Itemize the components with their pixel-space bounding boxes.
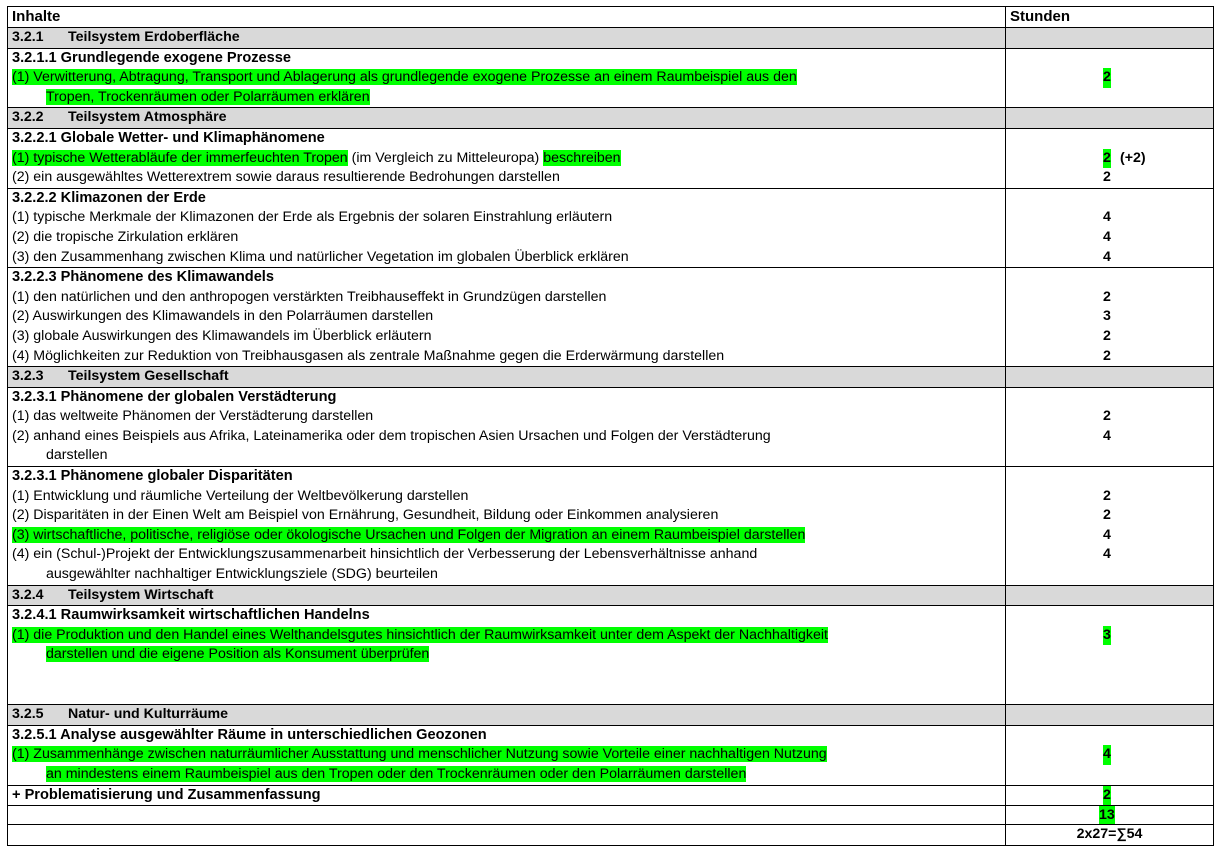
hours-sum: 2x27=∑54	[1006, 825, 1214, 846]
curriculum-table	[7, 6, 1214, 846]
summary-label: + Problematisierung und Zusammenfassung	[12, 786, 321, 803]
content-line-continued: ausgewählter nachhaltiger Entwicklungsziele (SDG) beurteilen	[46, 566, 438, 583]
hours-value: 2	[1103, 347, 1111, 364]
subsection-row	[8, 725, 1214, 785]
hours-value: 3	[1103, 308, 1111, 325]
hours-value: 4	[1103, 228, 1111, 245]
content-line: (4) Möglichkeiten zur Reduktion von Treibhausgasen als zentrale Maßnahme gegen die Erderwärmung darstellen	[12, 347, 725, 364]
hours-value: 2	[1103, 786, 1111, 806]
header-stunden: Stunden	[1006, 7, 1214, 28]
content-line-continued: Tropen, Trockenräumen oder Polarräumen erklären	[46, 88, 370, 105]
content-line: (1) typische Wetterabläufe der immerfeuchten Tropen	[12, 149, 348, 166]
content-line: (1) Verwitterung, Abtragung, Transport und Ablagerung als grundlegende exogene Prozesse an einem Raumbeispiel aus den	[12, 69, 797, 86]
header-inhalte: Inhalte	[8, 7, 1006, 28]
hours-value: 4	[1103, 209, 1111, 226]
section-row	[8, 367, 1214, 388]
header-row	[8, 7, 1214, 28]
content-line: (2) Auswirkungen des Klimawandels in den Polarräumen darstellen	[12, 308, 434, 325]
hours-value: 2	[1103, 169, 1111, 186]
hours-value: 3	[1103, 626, 1111, 646]
subsection-row	[8, 128, 1214, 188]
subsection-row	[8, 268, 1214, 367]
section-title: Natur- und Kulturräume	[68, 706, 229, 723]
subsection-title: 3.2.3.1 Phänomene der globalen Verstädterung	[12, 388, 337, 405]
content-line-continued: an mindestens einem Raumbeispiel aus den Tropen oder den Trockenräumen oder den Polarräumen darstellen	[46, 766, 747, 782]
subsection-title: 3.2.3.1 Phänomene globaler Disparitäten	[12, 468, 293, 485]
hours-value: 2	[1103, 507, 1111, 524]
hours-total: 13	[1099, 807, 1115, 824]
content-line: (2) ein ausgewähltes Wetterextrem sowie daraus resultierende Bedrohungen darstellen	[12, 169, 560, 186]
hours-value: 2	[1103, 288, 1111, 305]
content-line: (1) Zusammenhänge zwischen naturräumlicher Ausstattung und menschlicher Nutzung sowie Vorteile einer nachhaltigen Nutzung	[12, 746, 827, 763]
hours-value: 2	[1103, 68, 1111, 88]
content-line: (2) anhand eines Beispiels aus Afrika, Lateinamerika oder dem tropischen Asien Ursachen und Folgen der Verstädterung	[12, 427, 771, 444]
content-line: (1) typische Merkmale der Klimazonen der Erde als Ergebnis der solaren Einstrahlung erläutern	[12, 209, 613, 226]
hours-value: 4	[1103, 427, 1111, 444]
subsection-row	[8, 48, 1214, 108]
content-line: (3) globale Auswirkungen des Klimawandels im Überblick erläutern	[12, 327, 432, 344]
sum-row	[8, 825, 1214, 846]
hours-value: 4	[1103, 526, 1111, 543]
section-title: Teilsystem Wirtschaft	[68, 586, 214, 603]
section-title: Teilsystem Erdoberfläche	[68, 29, 240, 45]
section-title: Teilsystem Gesellschaft	[68, 368, 229, 385]
hours-value: 2	[1103, 149, 1111, 169]
content-line-continued: darstellen und die eigene Position als Konsument überprüfen	[46, 646, 430, 663]
content-line-part: beschreiben	[543, 149, 621, 166]
subsection-row	[8, 387, 1214, 466]
subsection-title: 3.2.1.1 Grundlegende exogene Prozesse	[12, 49, 292, 66]
section-row	[8, 585, 1214, 606]
hours-value: 4	[1103, 745, 1111, 765]
content-line: (1) den natürlichen und den anthropogen verstärkten Treibhauseffekt in Grundzügen darstellen	[12, 288, 607, 305]
hours-value: 4	[1103, 546, 1111, 563]
subsection-title: 3.2.2.1 Globale Wetter- und Klimaphänomene	[12, 129, 325, 146]
subsection-title: 3.2.4.1 Raumwirksamkeit wirtschaftlichen Handelns	[12, 607, 370, 624]
section-number: 3.2.2	[12, 109, 44, 126]
content-line: (2) Disparitäten in der Einen Welt am Beispiel von Ernährung, Gesundheit, Bildung oder Einkommen analysieren	[12, 507, 719, 524]
content-line: (3) den Zusammenhang zwischen Klima und natürlicher Vegetation im globalen Überblick erklären	[12, 248, 629, 265]
subsection-title: 3.2.2.2 Klimazonen der Erde	[12, 189, 206, 206]
content-line: (1) Entwicklung und räumliche Verteilung der Weltbevölkerung darstellen	[12, 487, 469, 504]
subsection-row	[8, 188, 1214, 267]
section-number: 3.2.5	[12, 706, 44, 723]
hours-value: 2	[1103, 487, 1111, 504]
section-number: 3.2.4	[12, 586, 44, 603]
hours-value: 4	[1103, 248, 1111, 265]
total-row	[8, 806, 1214, 825]
section-title: Teilsystem Atmosphäre	[68, 109, 227, 126]
content-line: (4) ein (Schul-)Projekt der Entwicklungszusammenarbeit hinsichtlich der Verbesserung der Lebensverhältnisse anhand	[12, 546, 758, 563]
subsection-row	[8, 606, 1214, 705]
section-row	[8, 28, 1214, 49]
content-line-continued: darstellen	[46, 447, 108, 464]
subsection-row	[8, 467, 1214, 586]
summary-row	[8, 785, 1214, 806]
subsection-title: 3.2.5.1 Analyse ausgewählter Räume in unterschiedlichen Geozonen	[12, 726, 487, 743]
content-line: (2) die tropische Zirkulation erklären	[12, 228, 239, 245]
section-row	[8, 108, 1214, 129]
content-line: (3) wirtschaftliche, politische, religiöse oder ökologische Ursachen und Folgen der Migration an einem Raumbeispiel darstellen	[12, 526, 806, 543]
subsection-title: 3.2.2.3 Phänomene des Klimawandels	[12, 269, 274, 286]
content-line-part: (im Vergleich zu Mitteleuropa)	[347, 149, 544, 166]
hours-value: 2	[1103, 408, 1111, 425]
content-line: (1) die Produktion und den Handel eines Welthandelsgutes hinsichtlich der Raumwirksamkeit unter dem Aspekt der Nachhaltigkeit	[12, 626, 828, 643]
section-number: 3.2.3	[12, 368, 44, 385]
section-number: 3.2.1	[12, 29, 44, 45]
content-line: (1) das weltweite Phänomen der Verstädterung darstellen	[12, 408, 374, 425]
section-row	[8, 705, 1214, 726]
curriculum-table-container	[7, 6, 1213, 846]
hours-extra: (+2)	[1120, 149, 1146, 166]
hours-value: 2	[1103, 327, 1111, 344]
